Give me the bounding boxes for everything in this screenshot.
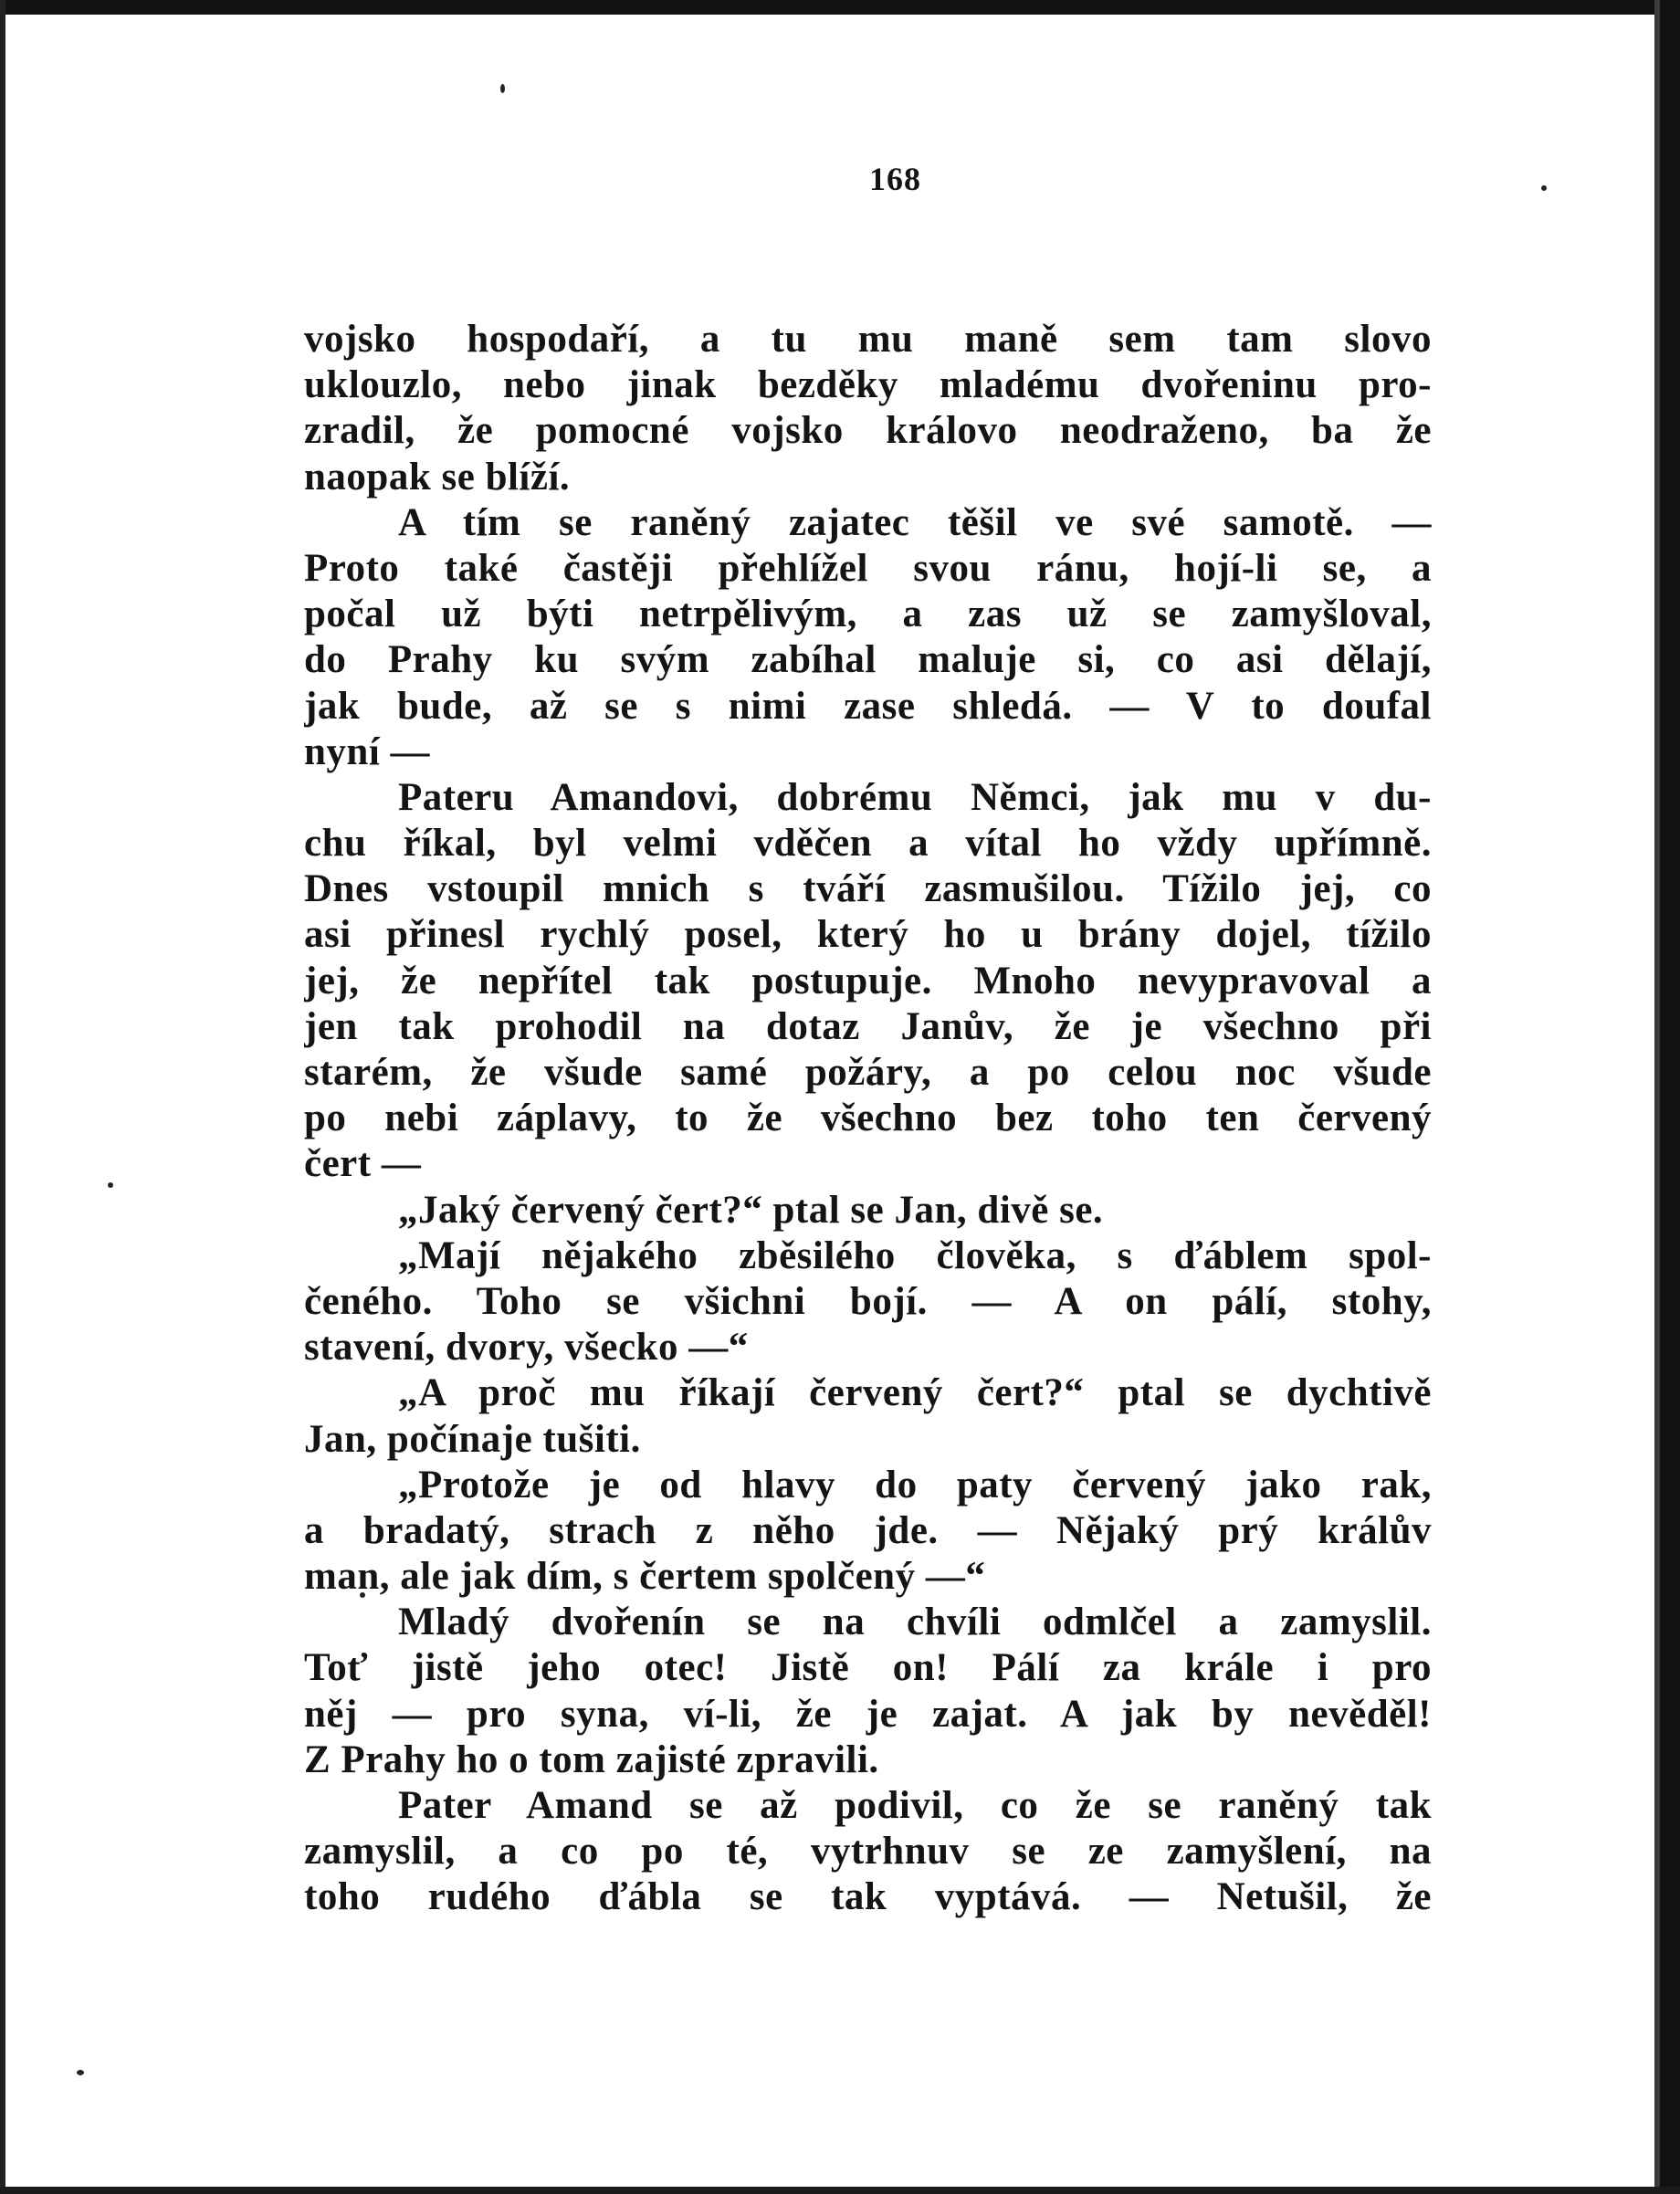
text-line: toho rudého ďábla se tak vyptává. — Netušil, že xyxy=(304,1875,1432,1919)
text-line: Proto také častěji přehlížel svou ránu, hojí-li se, a xyxy=(304,546,1432,590)
scan-edge-top xyxy=(0,0,1680,15)
scan-speck xyxy=(77,2070,84,2075)
text-line: počal už býti netrpělivým, a zas už se zamyšloval, xyxy=(304,593,1432,636)
text-line: starém, že všude samé požáry, a po celou noc všude xyxy=(304,1051,1432,1094)
scan-speck xyxy=(500,84,505,93)
text-line: jej, že nepřítel tak postupuje. Mnoho nevypravoval a xyxy=(304,959,1432,1003)
text-line: jak bude, až se s nimi zase shledá. — V to doufal xyxy=(304,684,1432,728)
scan-speck xyxy=(1541,185,1547,191)
text-line: A tím se raněný zajatec těšil ve své samotě. — xyxy=(398,500,1432,544)
text-line: stavení, dvory, všecko —“ xyxy=(304,1326,749,1370)
text-line: Pater Amand se až podivil, co že se raněný tak xyxy=(398,1784,1432,1827)
text-line: zradil, že pomocné vojsko královo neodraženo, ba že xyxy=(304,409,1432,453)
text-line: čert — xyxy=(304,1142,422,1186)
text-line: Pateru Amandovi, dobrému Němci, jak mu v du- xyxy=(398,775,1432,819)
text-line: Z Prahy ho o tom zajisté zpravili. xyxy=(304,1737,879,1781)
text-line: do Prahy ku svým zabíhal maluje si, co asi dělají, xyxy=(304,638,1432,682)
text-line: Dnes vstoupil mnich s tváří zasmušilou. Tížilo jej, co xyxy=(304,867,1432,911)
text-line: Jan, počínaje tušiti. xyxy=(304,1417,641,1461)
scan-edge-bottom xyxy=(0,2187,1680,2194)
body-text xyxy=(304,317,1432,1921)
text-line: „Jaký červený čert?“ ptal se Jan, divě se. xyxy=(398,1188,1104,1232)
text-line: nyní — xyxy=(304,730,431,773)
text-line: a bradatý, strach z něho jde. — Nějaký prý králův xyxy=(304,1508,1432,1552)
text-line: man, ale jak dím, s čertem spolčený —“ xyxy=(304,1555,986,1599)
text-line: Mladý dvořenín se na chvíli odmlčel a zamyslil. xyxy=(398,1601,1432,1644)
text-line: jen tak prohodil na dotaz Janův, že je všechno při xyxy=(304,1004,1432,1048)
text-line: uklouzlo, nebo jinak bezděky mladému dvořeninu pro- xyxy=(304,363,1432,407)
text-line: „A proč mu říkají červený čert?“ ptal se dychtivě xyxy=(398,1371,1432,1415)
scan-edge-left xyxy=(0,0,5,2194)
text-line: po nebi záplavy, to že všechno bez toho ten červený xyxy=(304,1097,1432,1140)
text-line: čeného. Toho se všichni bojí. — A on pálí, stohy, xyxy=(304,1279,1432,1323)
text-line: něj — pro syna, ví-li, že je zajat. A jak by nevěděl! xyxy=(304,1692,1432,1736)
text-line: zamyslil, a co po té, vytrhnuv se ze zamyšlení, na xyxy=(304,1830,1432,1874)
text-line: chu říkal, byl velmi vděčen a vítal ho vždy upřímně. xyxy=(304,822,1432,866)
scan-speck xyxy=(108,1182,113,1188)
scan-edge-right xyxy=(1660,0,1680,2194)
text-line: vojsko hospodaří, a tu mu maně sem tam slovo xyxy=(304,318,1432,361)
text-line: asi přinesl rychlý posel, který ho u brány dojel, tížilo xyxy=(304,913,1432,957)
text-line: „Mají nějakého zběsilého člověka, s ďáblem spol- xyxy=(398,1233,1432,1277)
text-line: naopak se blíží. xyxy=(304,455,571,499)
text-line: „Protože je od hlavy do paty červený jako rak, xyxy=(398,1463,1432,1506)
book-page xyxy=(304,160,1432,1921)
page-number: 168 xyxy=(869,161,921,197)
text-line: Toť jistě jeho otec! Jistě on! Pálí za krále i pro xyxy=(304,1646,1432,1690)
